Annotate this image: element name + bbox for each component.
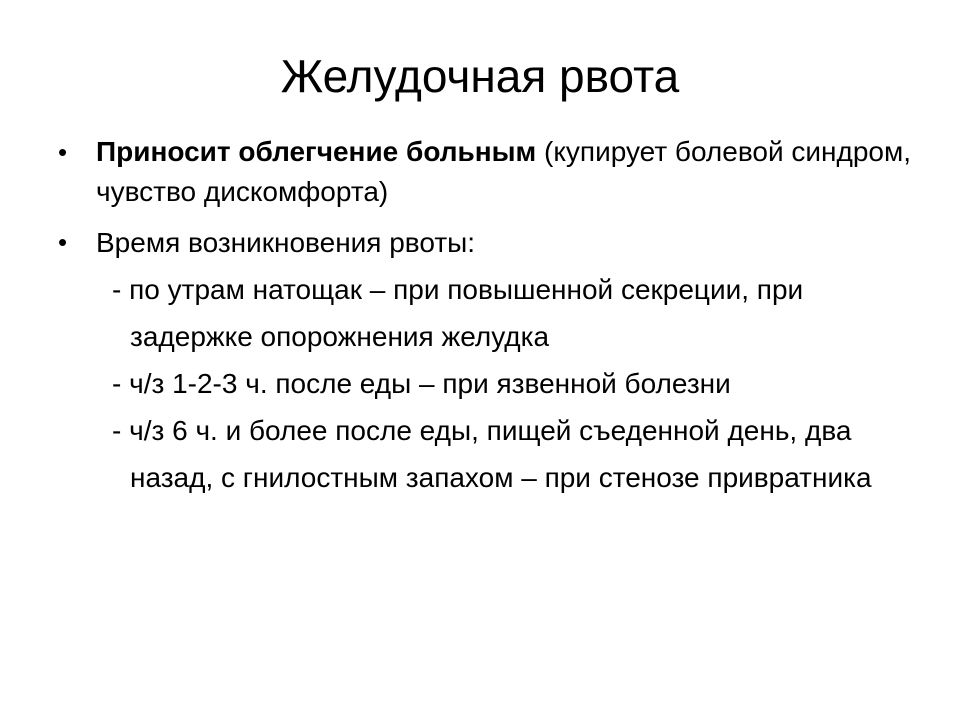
- bullet-dot-icon: •: [58, 137, 68, 167]
- bullet-dot-icon: •: [58, 227, 68, 257]
- bullet-timing: [54, 219, 914, 266]
- timing-ulcer-item: - ч/з 1-2-3 ч. после еды – при язвенной болезни: [112, 368, 731, 399]
- bullet-relief-bold: Приносит облегчение больным: [96, 136, 537, 167]
- bullet-relief-rest: (купирует болевой синдром, чувство дискомфорта): [96, 136, 911, 207]
- bullet-timing-text: Время возникновения рвоты:: [96, 227, 476, 258]
- timing-stenosis-item: - ч/з 6 ч. и более после еды, пищей съеденной день, два назад, с гнилостным запахом – при стенозе привратника: [112, 415, 872, 493]
- timing-morning-item: - по утрам натощак – при повышенной секреции, при задержке опорожнения желудка: [112, 274, 804, 352]
- slide-content: [54, 130, 914, 501]
- slide-title: Желудочная рвота: [280, 50, 680, 102]
- bullet-relief: [54, 132, 914, 212]
